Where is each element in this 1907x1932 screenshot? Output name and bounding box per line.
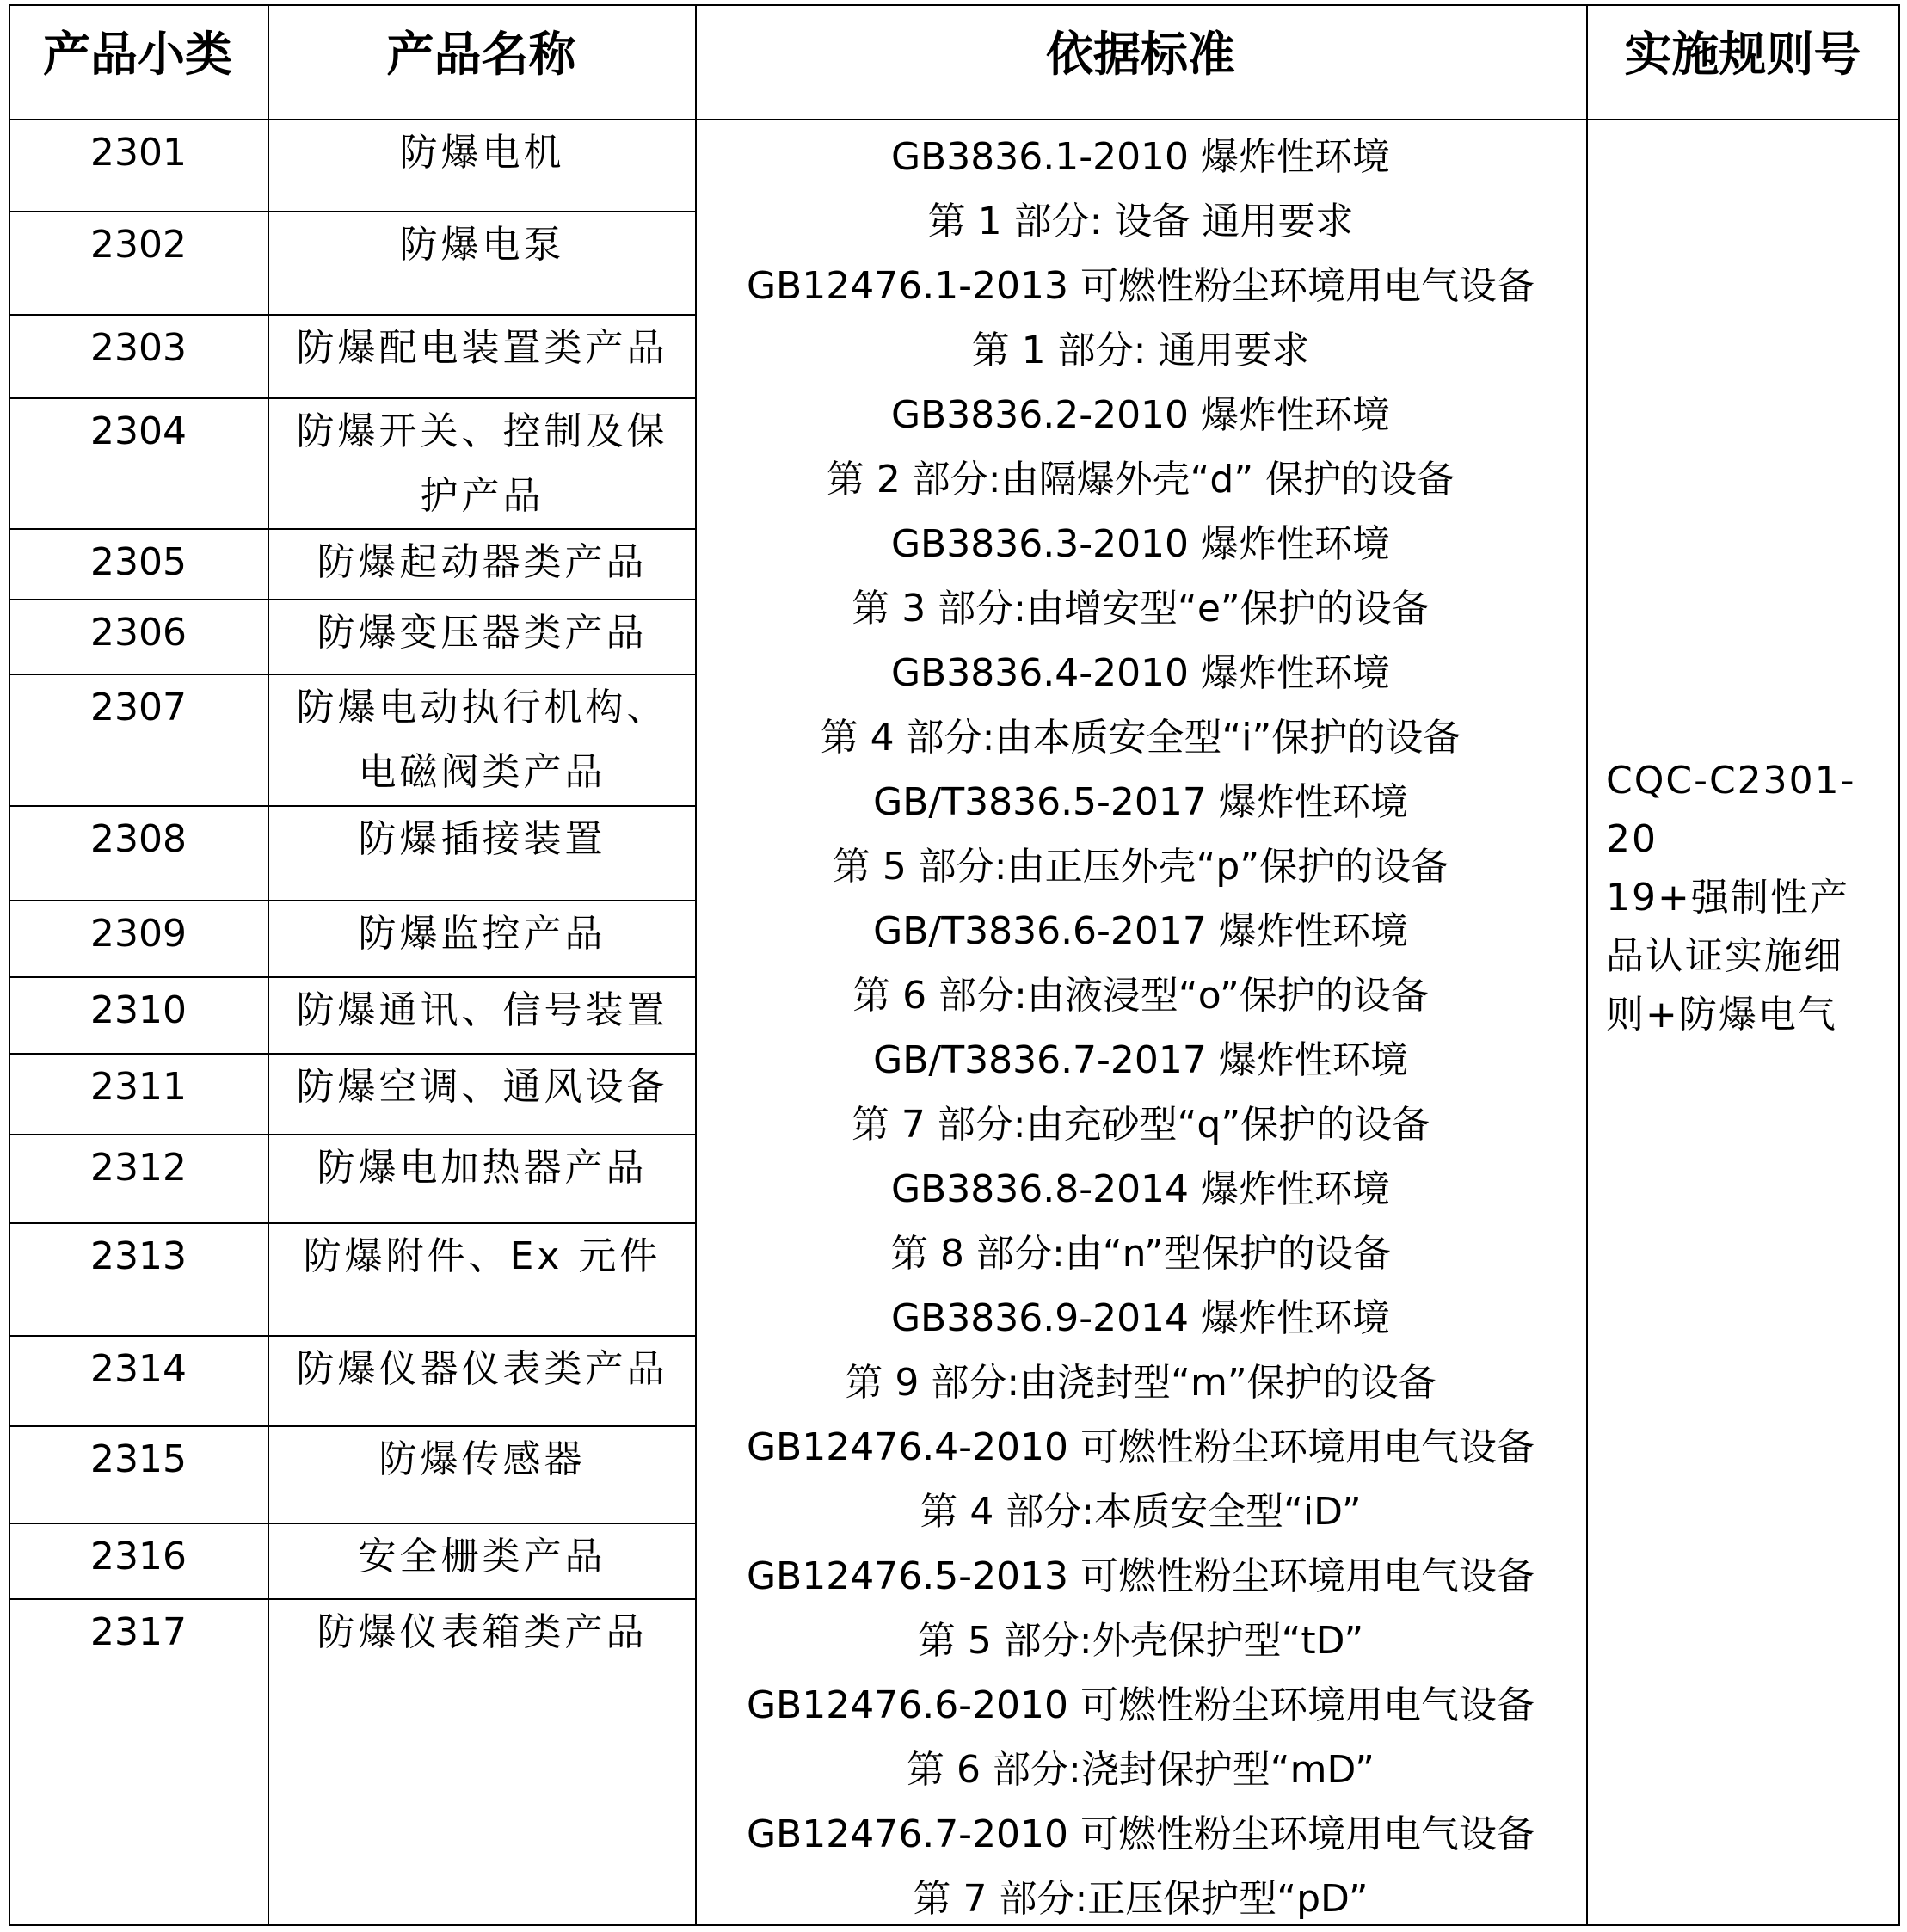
product-name: 防爆通讯、信号装置 [296,988,668,1032]
product-name: 防爆电机 [399,131,565,175]
product-subcategory-code: 2303 [90,326,187,370]
product-subcategory-code: 2304 [90,409,187,453]
product-name: 防爆电泵 [399,223,565,267]
product-name: 防爆起动器类产品 [317,540,648,584]
product-name: 防爆传感器 [378,1437,586,1481]
product-subcategory-code: 2315 [90,1437,187,1481]
product-name: 防爆变压器类产品 [317,611,648,655]
table-rule-vertical [1586,4,1588,1926]
header-product-subcategory: 产品小类 [42,26,232,82]
product-subcategory-code: 2309 [90,912,187,956]
product-name: 防爆仪器仪表类产品 [296,1347,668,1391]
product-subcategory-code: 2316 [90,1535,187,1578]
product-subcategory-code: 2314 [90,1347,187,1391]
product-subcategory-code: 2302 [90,223,187,267]
table-rule-horizontal [9,4,1900,6]
header-standards: 依据标准 [1045,26,1235,82]
standards-cell: GB3836.1-2010 爆炸性环境 第 1 部分: 设备 通用要求 GB12476.1-2013 可燃性粉尘环境用电气设备 第 1 部分: 通用要求 GB3836.2-2010 爆炸性环境 第 2 部分:由隔爆外壳“d” 保护的设备 GB3836.3-2010 爆炸性环境 第 3 部分:由增安型“e”保护的设备 GB3836.4-2010 爆炸性环境 第 4 部分:由本质安全型“i”保护的设备 GB/T3836.5-2017 爆炸性环境 第 5 部分:由正压外壳“p”保护的设备 GB/T3836.6-2017 爆炸性环境 第 6 部分:由液浸型“o”保护的设备 GB/T3836.7-2017 爆炸性环境 第 7 部分:由充砂型“q”保护的设备 GB3836.8-2014 爆炸性环境 第 8 部分:由“n”型保护的设备 GB3836.9-2014 爆炸性环境 第 9 部分:由浇封型“m”保护的设备 GB12476.4-2010 可燃性粉尘环境用电气设备 第 4 部分:本质安全型“iD” GB12476.5-2013 可燃性粉尘环境用电气设备 第 5 部分:外壳保护型“tD” GB12476.6-2010 可燃性粉尘环境用电气设备 第 6 部分:浇封保护型“mD” GB12476.7-2010 可燃性粉尘环境用电气设备 第 7 部分:正压保护型“pD” [746,135,1535,1921]
table-rule-vertical [1898,4,1900,1926]
product-name: 安全栅类产品 [358,1535,606,1578]
product-subcategory-code: 2310 [90,988,187,1032]
product-name: 防爆空调、通风设备 [296,1065,668,1109]
product-subcategory-code: 2306 [90,611,187,655]
product-name: 防爆电加热器产品 [317,1146,648,1190]
product-subcategory-code: 2317 [90,1610,187,1654]
product-name: 防爆插接装置 [358,817,606,861]
product-name: 防爆监控产品 [358,912,606,956]
rule-number-cell: CQC-C2301-20 19+强制性产 品认证实施细 则+防爆电气 [1606,759,1856,1037]
header-product-name: 产品名称 [386,26,576,82]
product-name: 防爆配电装置类产品 [296,326,668,370]
product-subcategory-code: 2301 [90,131,187,175]
product-subcategory-code: 2305 [90,540,187,584]
product-name: 防爆电动执行机构、 电磁阀类产品 [296,686,668,794]
product-subcategory-code: 2307 [90,686,187,729]
product-name: 防爆附件、Ex 元件 [303,1234,661,1278]
product-name: 防爆开关、控制及保 护产品 [296,409,668,518]
product-name: 防爆仪表箱类产品 [317,1610,648,1654]
product-subcategory-code: 2311 [90,1065,187,1109]
product-subcategory-code: 2313 [90,1234,187,1278]
header-rule-number: 实施规则号 [1624,26,1861,82]
product-subcategory-code: 2308 [90,817,187,861]
product-subcategory-code: 2312 [90,1146,187,1190]
